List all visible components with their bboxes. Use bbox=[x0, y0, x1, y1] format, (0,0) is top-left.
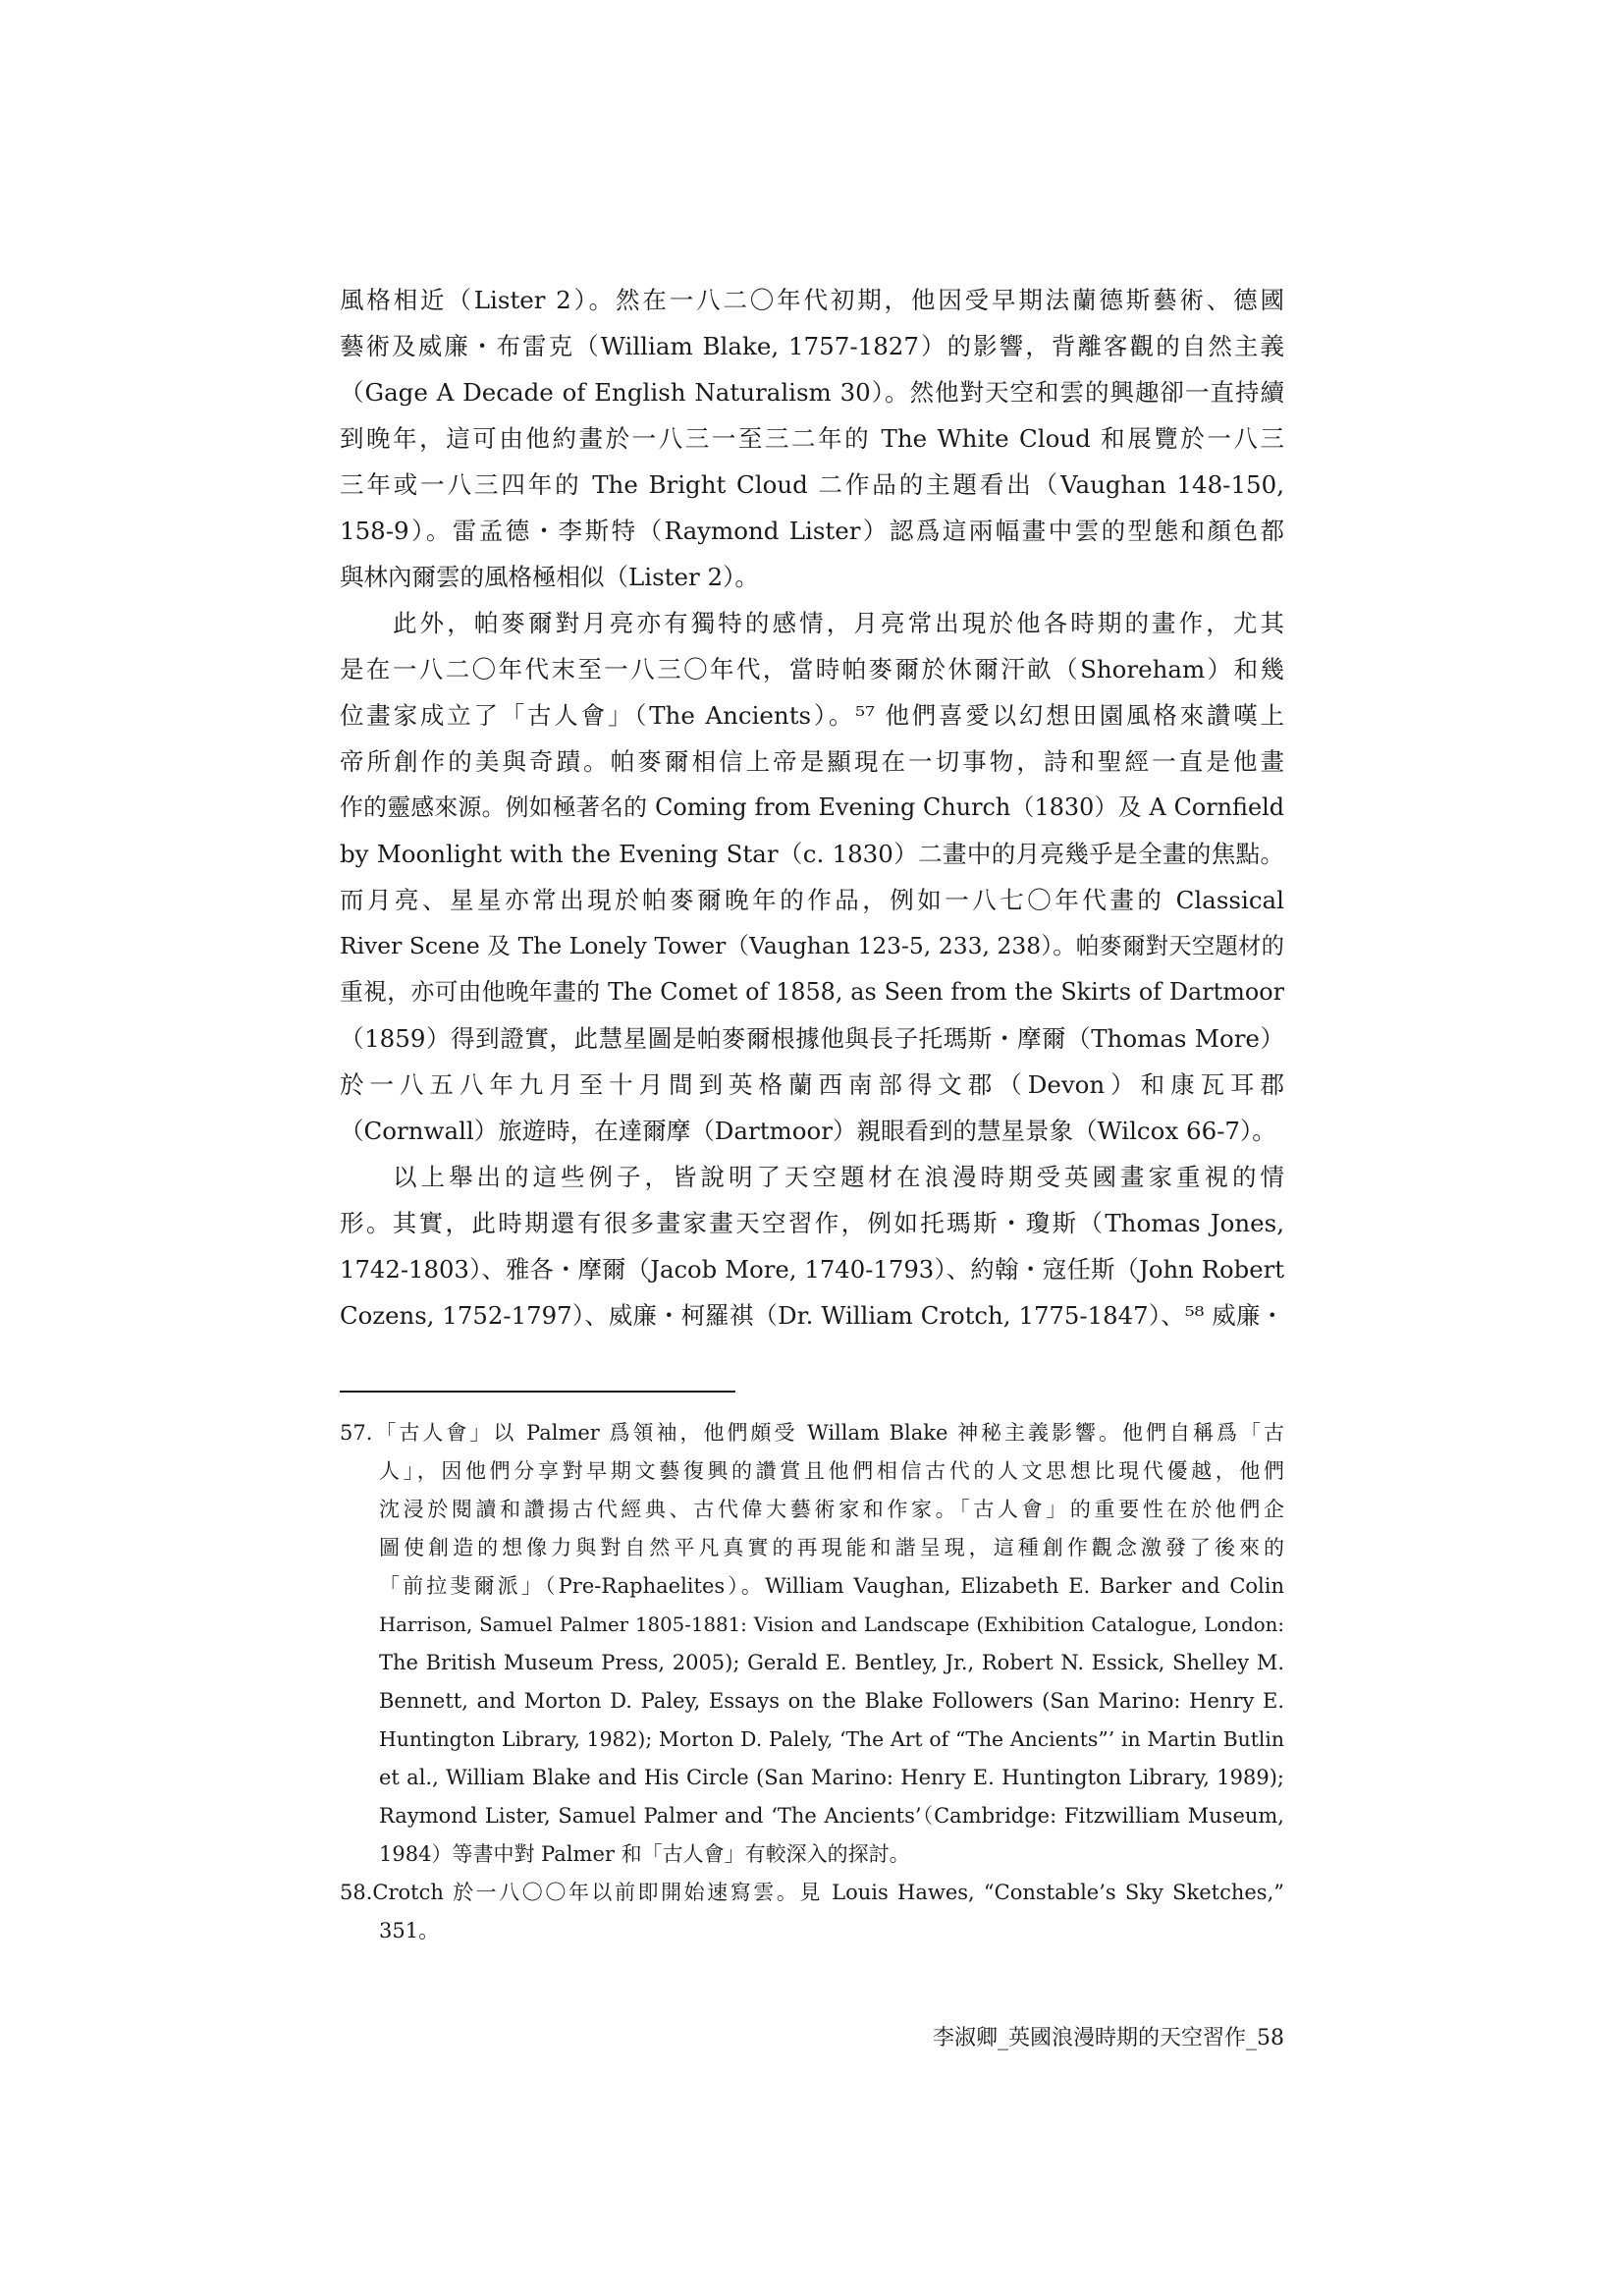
body-line: 158-9）。雷孟德・李斯特（Raymond Lister）認爲這兩幅畫中雲的型態和顏色都 bbox=[340, 517, 1284, 545]
body-line: 形。其實，此時期還有很多畫家畫天空習作，例如托瑪斯・瓊斯（Thomas Jones, bbox=[340, 1209, 1284, 1237]
body-line: 此外，帕麥爾對月亮亦有獨特的感情，月亮常出現於他各時期的畫作，尤其 bbox=[393, 609, 1284, 637]
footnote-line: 351。 bbox=[379, 1919, 440, 1942]
body-line: 三年或一八三四年的 The Bright Cloud 二作品的主題看出（Vaughan 148-150, bbox=[340, 470, 1284, 499]
body-text bbox=[340, 277, 1284, 1339]
footnotes bbox=[340, 1414, 1284, 1950]
body-line: 於一八五八年九月至十月間到英格蘭西南部得文郡（Devon）和康瓦耳郡 bbox=[340, 1070, 1284, 1099]
body-line: （Gage A Decade of English Naturalism 30）。然他對天空和雲的興趣卻一直持續 bbox=[340, 378, 1284, 407]
footnote-divider bbox=[340, 1391, 735, 1393]
body-line: 而月亮、星星亦常出現於帕麥爾晚年的作品，例如一八七〇年代畫的 Classical bbox=[340, 886, 1284, 914]
footnote-line: 圖使創造的想像力與對自然平凡真實的再現能和諧呈現，這種創作觀念激發了後來的 bbox=[379, 1536, 1284, 1559]
body-line: Cozens, 1752-1797）、威廉・柯羅祺（Dr. William Crotch, 1775-1847）、⁵⁸ 威廉・ bbox=[340, 1301, 1284, 1330]
footnote-line: 沈浸於閱讀和讚揚古代經典、古代偉大藝術家和作家。「古人會」的重要性在於他們企 bbox=[379, 1498, 1284, 1521]
body-line: 重視，亦可由他晚年畫的 The Comet of 1858, as Seen from the Skirts of Dartmoor bbox=[340, 978, 1284, 1006]
footnote-line: 人」，因他們分享對早期文藝復興的讚賞且他們相信古代的人文思想比現代優越，他們 bbox=[379, 1459, 1284, 1483]
footnote-line: Bennett, and Morton D. Paley, Essays on the Blake Followers (San Marino: Henry E. bbox=[379, 1689, 1284, 1713]
body-line: （Cornwall）旅遊時，在達爾摩（Dartmoor）親眼看到的慧星景象（Wilcox 66-7）。 bbox=[340, 1117, 1276, 1145]
body-line: 到晚年，這可由他約畫於一八三一至三二年的 The White Cloud 和展覽於一八三 bbox=[340, 424, 1284, 453]
footnote-line: 57.「古人會」以 Palmer 爲領袖，他們頗受 Willam Blake 神秘主義影響。他們自稱爲「古 bbox=[340, 1421, 1284, 1445]
body-line: 作的靈感來源。例如極著名的 Coming from Evening Church（1830）及 A Cornfield bbox=[340, 793, 1284, 821]
body-line: 藝術及威廉・布雷克（William Blake, 1757-1827）的影響，背離客觀的自然主義 bbox=[340, 332, 1284, 360]
body-line: 風格相近（Lister 2）。然在一八二〇年代初期，他因受早期法蘭德斯藝術、德國 bbox=[340, 286, 1284, 314]
footnote-line: Raymond Lister, Samuel Palmer and ‘The Ancients’（Cambridge: Fitzwilliam Museum, bbox=[379, 1804, 1284, 1828]
footnote-line: 58.Crotch 於一八〇〇年以前即開始速寫雲。見 Louis Hawes, “Constable’s Sky Sketches,” bbox=[340, 1881, 1284, 1904]
footnote-line: The British Museum Press, 2005); Gerald E. Bentley, Jr., Robert N. Essick, Shelley M. bbox=[379, 1651, 1284, 1674]
body-line: 與林內爾雲的風格極相似（Lister 2）。 bbox=[340, 563, 759, 591]
footnote-line: Huntington Library, 1982); Morton D. Palely, ‘The Art of “The Ancients”’ in Martin Butlin bbox=[379, 1727, 1284, 1751]
body-line: by Moonlight with the Evening Star（c. 1830）二畫中的月亮幾乎是全畫的焦點。 bbox=[340, 840, 1284, 868]
body-line: 帝所創作的美與奇蹟。帕麥爾相信上帝是顯現在一切事物，詩和聖經一直是他畫 bbox=[340, 747, 1284, 776]
body-line: River Scene 及 The Lonely Tower（Vaughan 123-5, 233, 238）。帕麥爾對天空題材的 bbox=[340, 932, 1284, 959]
footnote-line: 「前拉斐爾派」（Pre-Raphaelites）。William Vaughan, Elizabeth E. Barker and Colin bbox=[379, 1574, 1284, 1598]
page-footer: 李淑卿_英國浪漫時期的天空習作_58 bbox=[933, 2026, 1284, 2050]
body-line: 以上舉出的這些例子，皆說明了天空題材在浪漫時期受英國畫家重視的情 bbox=[393, 1163, 1284, 1191]
body-line: 是在一八二〇年代末至一八三〇年代，當時帕麥爾於休爾汗畝（Shoreham）和幾 bbox=[340, 655, 1284, 683]
footnote-line: et al., William Blake and His Circle (San Marino: Henry E. Huntington Library, 1989); bbox=[379, 1766, 1284, 1789]
body-line: 1742-1803）、雅各・摩爾（Jacob More, 1740-1793）、約翰・寇任斯（John Robert bbox=[340, 1255, 1284, 1284]
body-line: 位畫家成立了「古人會」（The Ancients）。⁵⁷ 他們喜愛以幻想田園風格來讚嘆上 bbox=[340, 701, 1284, 730]
footnote-line: Harrison, Samuel Palmer 1805-1881: Vision and Landscape (Exhibition Catalogue, London: bbox=[379, 1613, 1284, 1636]
body-line: （1859）得到證實，此慧星圖是帕麥爾根據他與長子托瑪斯・摩爾（Thomas More） bbox=[340, 1024, 1284, 1053]
footnote-line: 1984）等書中對 Palmer 和「古人會」有較深入的探討。 bbox=[379, 1842, 910, 1866]
